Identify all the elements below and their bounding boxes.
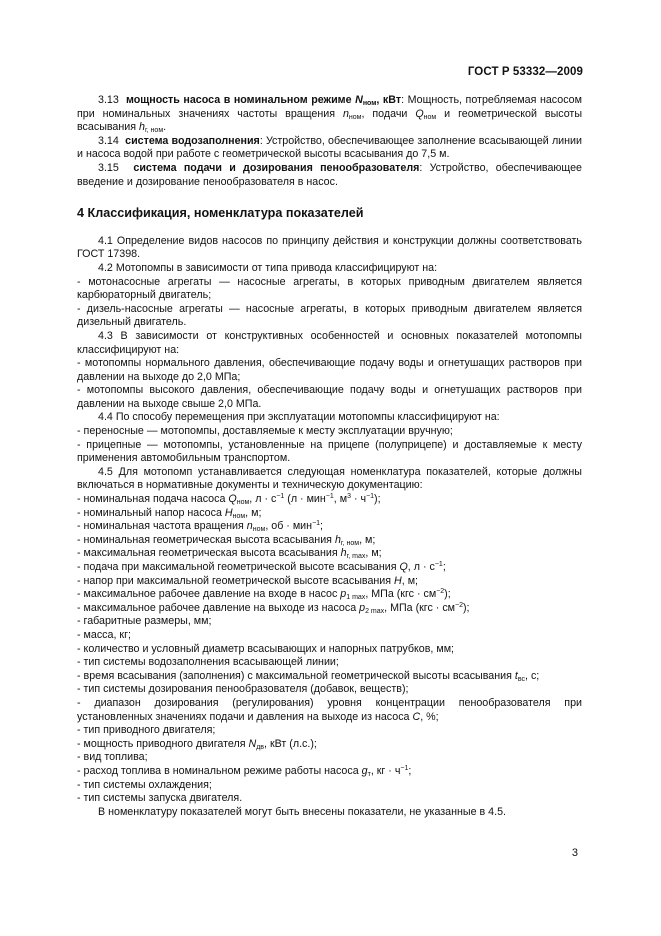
subscript: 1 max	[346, 594, 366, 602]
definition-text: .	[163, 121, 167, 134]
item-text: , %;	[420, 710, 439, 723]
item-text: , кВт (л.с.);	[264, 737, 317, 750]
subscript: ном	[348, 113, 362, 121]
subscript: ном	[232, 512, 246, 520]
list-item	[77, 493, 582, 507]
list-item: - мотопомпы высокого давления, обеспечивающие подачу воды и огнетушащих растворов при давлении на выходе свыше 2,0 МПа.	[77, 384, 582, 410]
subscript: г, ном	[340, 539, 360, 547]
symbol: p	[359, 601, 366, 614]
list-item	[77, 670, 582, 684]
item-text: · ч	[350, 493, 367, 506]
item-text: - номинальный напор насоса	[77, 506, 225, 519]
item-text: );	[463, 601, 470, 614]
item-text: - время всасывания (заполнения) с максимальной геометрической высоты всасывания	[77, 669, 515, 682]
list-item	[77, 520, 582, 534]
clause-number: 3.13	[98, 94, 119, 106]
item-text: , МПа (кгс · см	[365, 588, 437, 601]
list-item: - тип приводного двигателя;	[77, 724, 216, 737]
clause-number: 3.15	[98, 161, 119, 174]
list-item: - тип системы охлаждения;	[77, 778, 212, 791]
superscript: 3	[347, 493, 351, 501]
list-item	[77, 602, 582, 616]
symbol: N	[248, 737, 257, 750]
superscript: −1	[434, 561, 443, 568]
list-item	[77, 738, 582, 752]
term-text: мощность насоса в номинальном режиме	[125, 94, 356, 106]
item-text: );	[374, 493, 381, 506]
document-header: ГОСТ Р 53332—2009	[467, 66, 583, 78]
superscript: −1	[325, 493, 334, 501]
unit: , кВт	[376, 94, 402, 106]
subscript: 2 max	[365, 607, 385, 615]
section-heading: 4 Классификация, номенклатура показателей	[77, 206, 364, 221]
list-item	[77, 765, 582, 779]
definition-text: : Устройство, обеспечивающее введение и дозирование пенообразователя в насос.	[77, 161, 582, 188]
closing-paragraph: В номенклатуру показателей могут быть внесены показатели, не указанные в 4.5.	[98, 805, 507, 818]
item-text: , м;	[365, 547, 382, 560]
symbol: t	[514, 669, 518, 682]
list-item: - переносные — мотопомпы, доставляемые к месту эксплуатации вручную;	[77, 425, 453, 438]
list-item: - дизель-насосные агрегаты — насосные агрегаты, в которых приводным двигателем является дизельный двигатель.	[77, 302, 582, 329]
item-text: ;	[320, 520, 324, 533]
item-text: ;	[408, 764, 412, 777]
symbol: h	[340, 547, 347, 560]
clause-term: система водозаполнения	[125, 134, 260, 147]
item-text: - номинальная геометрическая высота всасывания	[77, 533, 335, 546]
item-text: );	[444, 588, 451, 601]
superscript: −1	[276, 493, 285, 501]
item-text: , л · с	[249, 493, 277, 506]
paragraph-4-5: 4.5 Для мотопомп устанавливается следующая номенклатура показателей, которые должны включаться в нормативные документы и техническую документацию:	[77, 465, 582, 492]
page-number: 3	[571, 847, 578, 859]
list-item: - тип системы запуска двигателя.	[77, 792, 243, 805]
list-item	[77, 697, 582, 724]
item-text: - номинальная частота вращения	[77, 520, 247, 533]
item-text: - номинальная подача насоса	[77, 493, 229, 506]
definition-text: и геометрической высоты всасывания	[77, 107, 583, 134]
clause-3-13	[77, 94, 582, 135]
clause-term: система подачи и дозирования пенообразователя	[133, 161, 420, 174]
list-item	[77, 547, 582, 561]
paragraph-4-3: 4.3 В зависимости от конструктивных особенностей и основных показателей мотопомпы классифицируют на:	[77, 329, 582, 356]
list-item	[77, 575, 582, 589]
clause-term	[126, 94, 401, 106]
symbol: h	[334, 533, 341, 546]
list-item: - тип системы водозаполнения всасывающей линии;	[77, 656, 339, 669]
subscript: дв	[256, 743, 265, 751]
subscript: ном	[423, 113, 437, 121]
list-item	[77, 588, 582, 602]
definition-text: , подачи	[361, 107, 416, 120]
list-item: - прицепные — мотопомпы, установленные на прицепе (полуприцепе) и доставляемые к месту применения автомобильным транспортом.	[77, 438, 582, 465]
item-text: - максимальное рабочее давление на выходе из насоса	[77, 601, 360, 614]
superscript: −2	[455, 601, 463, 609]
symbol: Q	[228, 493, 237, 506]
item-text: - подача при максимальной геометрической высоте всасывания	[77, 561, 400, 573]
paragraph-4-1: 4.1 Определение видов насосов по принципу действия и конструкции должны соответствовать ГОСТ 17398.	[77, 234, 582, 261]
symbol: H	[394, 574, 402, 587]
item-text: - мощность приводного двигателя	[77, 737, 249, 750]
subscript: ном	[362, 100, 377, 107]
symbol: Q	[415, 107, 424, 120]
definition-text: : Мощность, потребляемая насосом при номинальных значениях частоты вращения	[77, 94, 582, 120]
item-text: - максимальная геометрическая высота всасывания	[77, 547, 341, 560]
subscript: вс	[517, 675, 525, 683]
item-text: , м;	[245, 506, 262, 519]
item-text: , МПа (кгс · см	[384, 601, 456, 614]
list-item: - вид топлива;	[77, 751, 148, 764]
symbol: C	[412, 710, 421, 723]
clause-3-14	[77, 135, 582, 162]
clause-number: 3.14	[98, 134, 119, 147]
superscript: −1	[366, 493, 375, 501]
item-text: , м;	[359, 533, 376, 546]
superscript: −2	[436, 588, 445, 596]
item-text: - расход топлива в номинальном режиме работы насоса	[77, 764, 362, 777]
item-text: - диапазон дозирования (регулирования) уровня концентрации пенообразователя при установленных значениях подачи и давления на выходе из насоса	[77, 696, 582, 723]
item-text: - напор при максимальной геометрической высоте всасывания	[77, 574, 395, 587]
list-item	[77, 534, 582, 548]
item-text: - максимальное рабочее давление на входе в насос	[77, 588, 341, 601]
list-item: - количество и условный диаметр всасывающих и напорных патрубков, мм;	[77, 642, 455, 655]
subscript: г, ном	[144, 127, 164, 135]
list-item: - мотопомпы нормального давления, обеспечивающие подачу воды и огнетушащих растворов при давлении на выходе до 2,0 МПа;	[77, 357, 582, 383]
list-item	[77, 561, 582, 575]
paragraph-4-2: 4.2 Мотопомпы в зависимости от типа привода классифицируют на:	[98, 261, 438, 274]
symbol: h	[139, 121, 145, 134]
list-item: - масса, кг;	[77, 628, 131, 641]
document-body	[77, 94, 582, 819]
symbol: n	[246, 520, 253, 533]
list-item: - мотонасосные агрегаты — насосные агрегаты, в которых приводным двигателем является карбюраторный двигатель;	[77, 275, 582, 302]
list-item: - габаритные размеры, мм;	[77, 615, 212, 628]
superscript: −1	[400, 764, 409, 772]
subscript: ном	[252, 526, 266, 534]
item-text: , об · мин	[265, 520, 313, 533]
symbol: N	[355, 94, 363, 106]
paragraph-4-4: 4.4 По способу перемещения при эксплуатации мотопомпы классифицируют на:	[98, 411, 500, 424]
symbol: H	[224, 506, 233, 519]
item-text: (л · мин	[284, 493, 326, 506]
item-text: , кг · ч	[370, 764, 401, 777]
item-text: , л · с	[407, 561, 435, 573]
list-item: - тип системы дозирования пенообразователя (добавок, веществ);	[77, 683, 409, 696]
subscript: т	[367, 770, 371, 778]
subscript: г, max	[346, 553, 366, 561]
list-item	[77, 507, 582, 521]
subscript: ном	[236, 499, 250, 507]
item-text: ;	[442, 561, 446, 573]
superscript: −1	[312, 520, 321, 528]
symbol: Q	[399, 561, 408, 573]
item-text: , м	[333, 493, 348, 506]
symbol: p	[340, 588, 347, 601]
item-text: , м;	[401, 574, 419, 587]
item-text: , с;	[525, 669, 540, 682]
symbol: n	[342, 107, 349, 120]
clause-3-15	[77, 162, 582, 189]
definition-text: : Устройство, обеспечивающее заполнение всасывающей линии и насоса водой при работе с геометрической высоты всасывания до 7,5 м.	[77, 134, 582, 161]
symbol: g	[361, 764, 368, 777]
